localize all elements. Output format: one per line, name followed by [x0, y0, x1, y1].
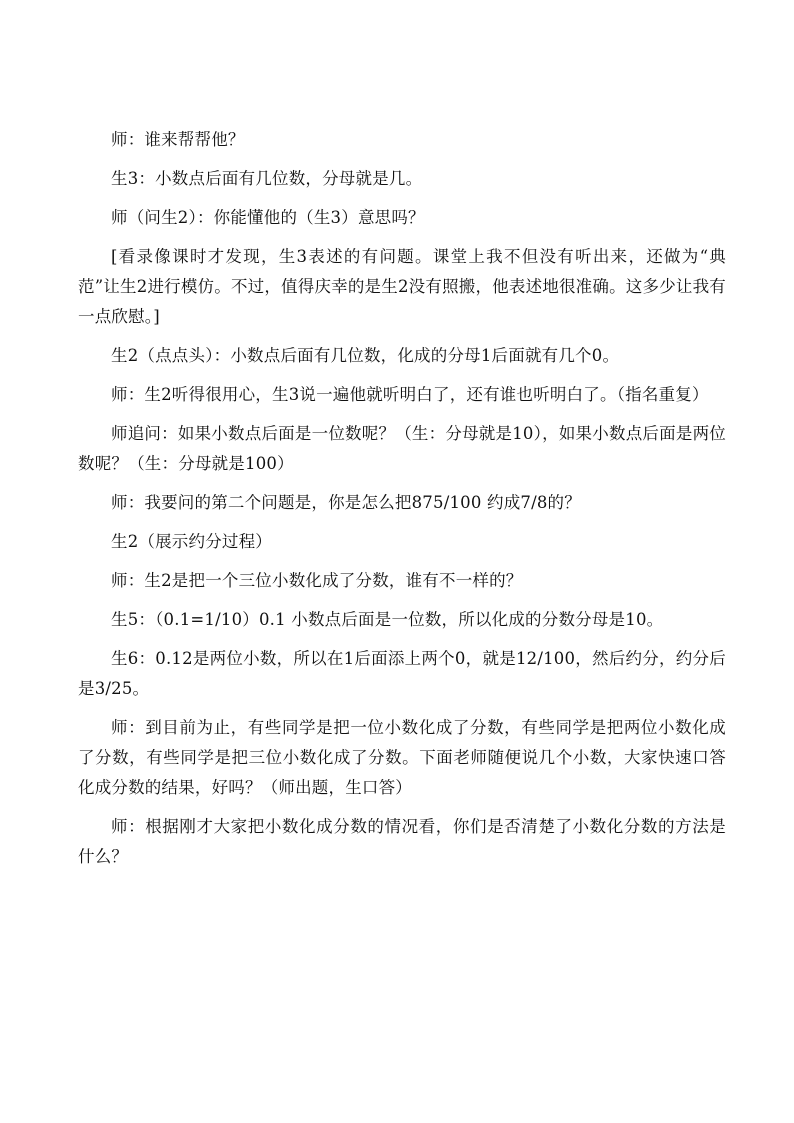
paragraph-10: 师：生2是把一个三位小数化成了分数，谁有不一样的？	[111, 571, 523, 590]
document-body	[78, 125, 726, 881]
paragraph-8: 师：我要问的第二个问题是，你是怎么把875/100 约成7/8的？	[111, 493, 581, 512]
paragraph-5: 生2（点点头）：小数点后面有几位数，化成的分母1后面就有几个0。	[111, 346, 620, 365]
paragraph-1: 师：谁来帮帮他？	[111, 130, 245, 149]
paragraph-2: 生3：小数点后面有几位数，分母就是几。	[111, 169, 423, 188]
paragraph-9: 生2（展示约分过程）	[111, 532, 272, 551]
paragraph-11: 生5：（0.1=1/10）0.1 小数点后面是一位数，所以化成的分数分母是10。	[111, 610, 664, 629]
paragraph-6: 师：生2听得很用心，生3说一遍他就听明白了，还有谁也听明白了。（指名重复）	[111, 385, 709, 404]
paragraph-12: 生6：0.12是两位小数，所以在1后面添上两个0，就是12/100，然后约分，约分后是3/25。	[78, 649, 726, 698]
paragraph-13: 师：到目前为止，有些同学是把一位小数化成了分数，有些同学是把两位小数化成了分数，有些同学是把三位小数化成了分数。下面老师随便说几个小数，大家快速口答化成分数的结果，好吗？（师出题，生口答）	[78, 718, 726, 797]
paragraph-7: 师追问：如果小数点后面是一位数呢？（生：分母就是10），如果小数点后面是两位数呢？（生：分母就是100）	[78, 424, 726, 473]
paragraph-4: [看录像课时才发现，生3表述的有问题。课堂上我不但没有听出来，还做为“典范”让生2进行模仿。不过，值得庆幸的是生2没有照搬，他表述地很准确。这多少让我有一点欣慰。]	[78, 247, 726, 326]
paragraph-14: 师：根据刚才大家把小数化成分数的情况看，你们是否清楚了小数化分数的方法是什么？	[78, 817, 726, 866]
paragraph-3: 师（问生2）：你能懂他的（生3）意思吗？	[111, 208, 425, 227]
